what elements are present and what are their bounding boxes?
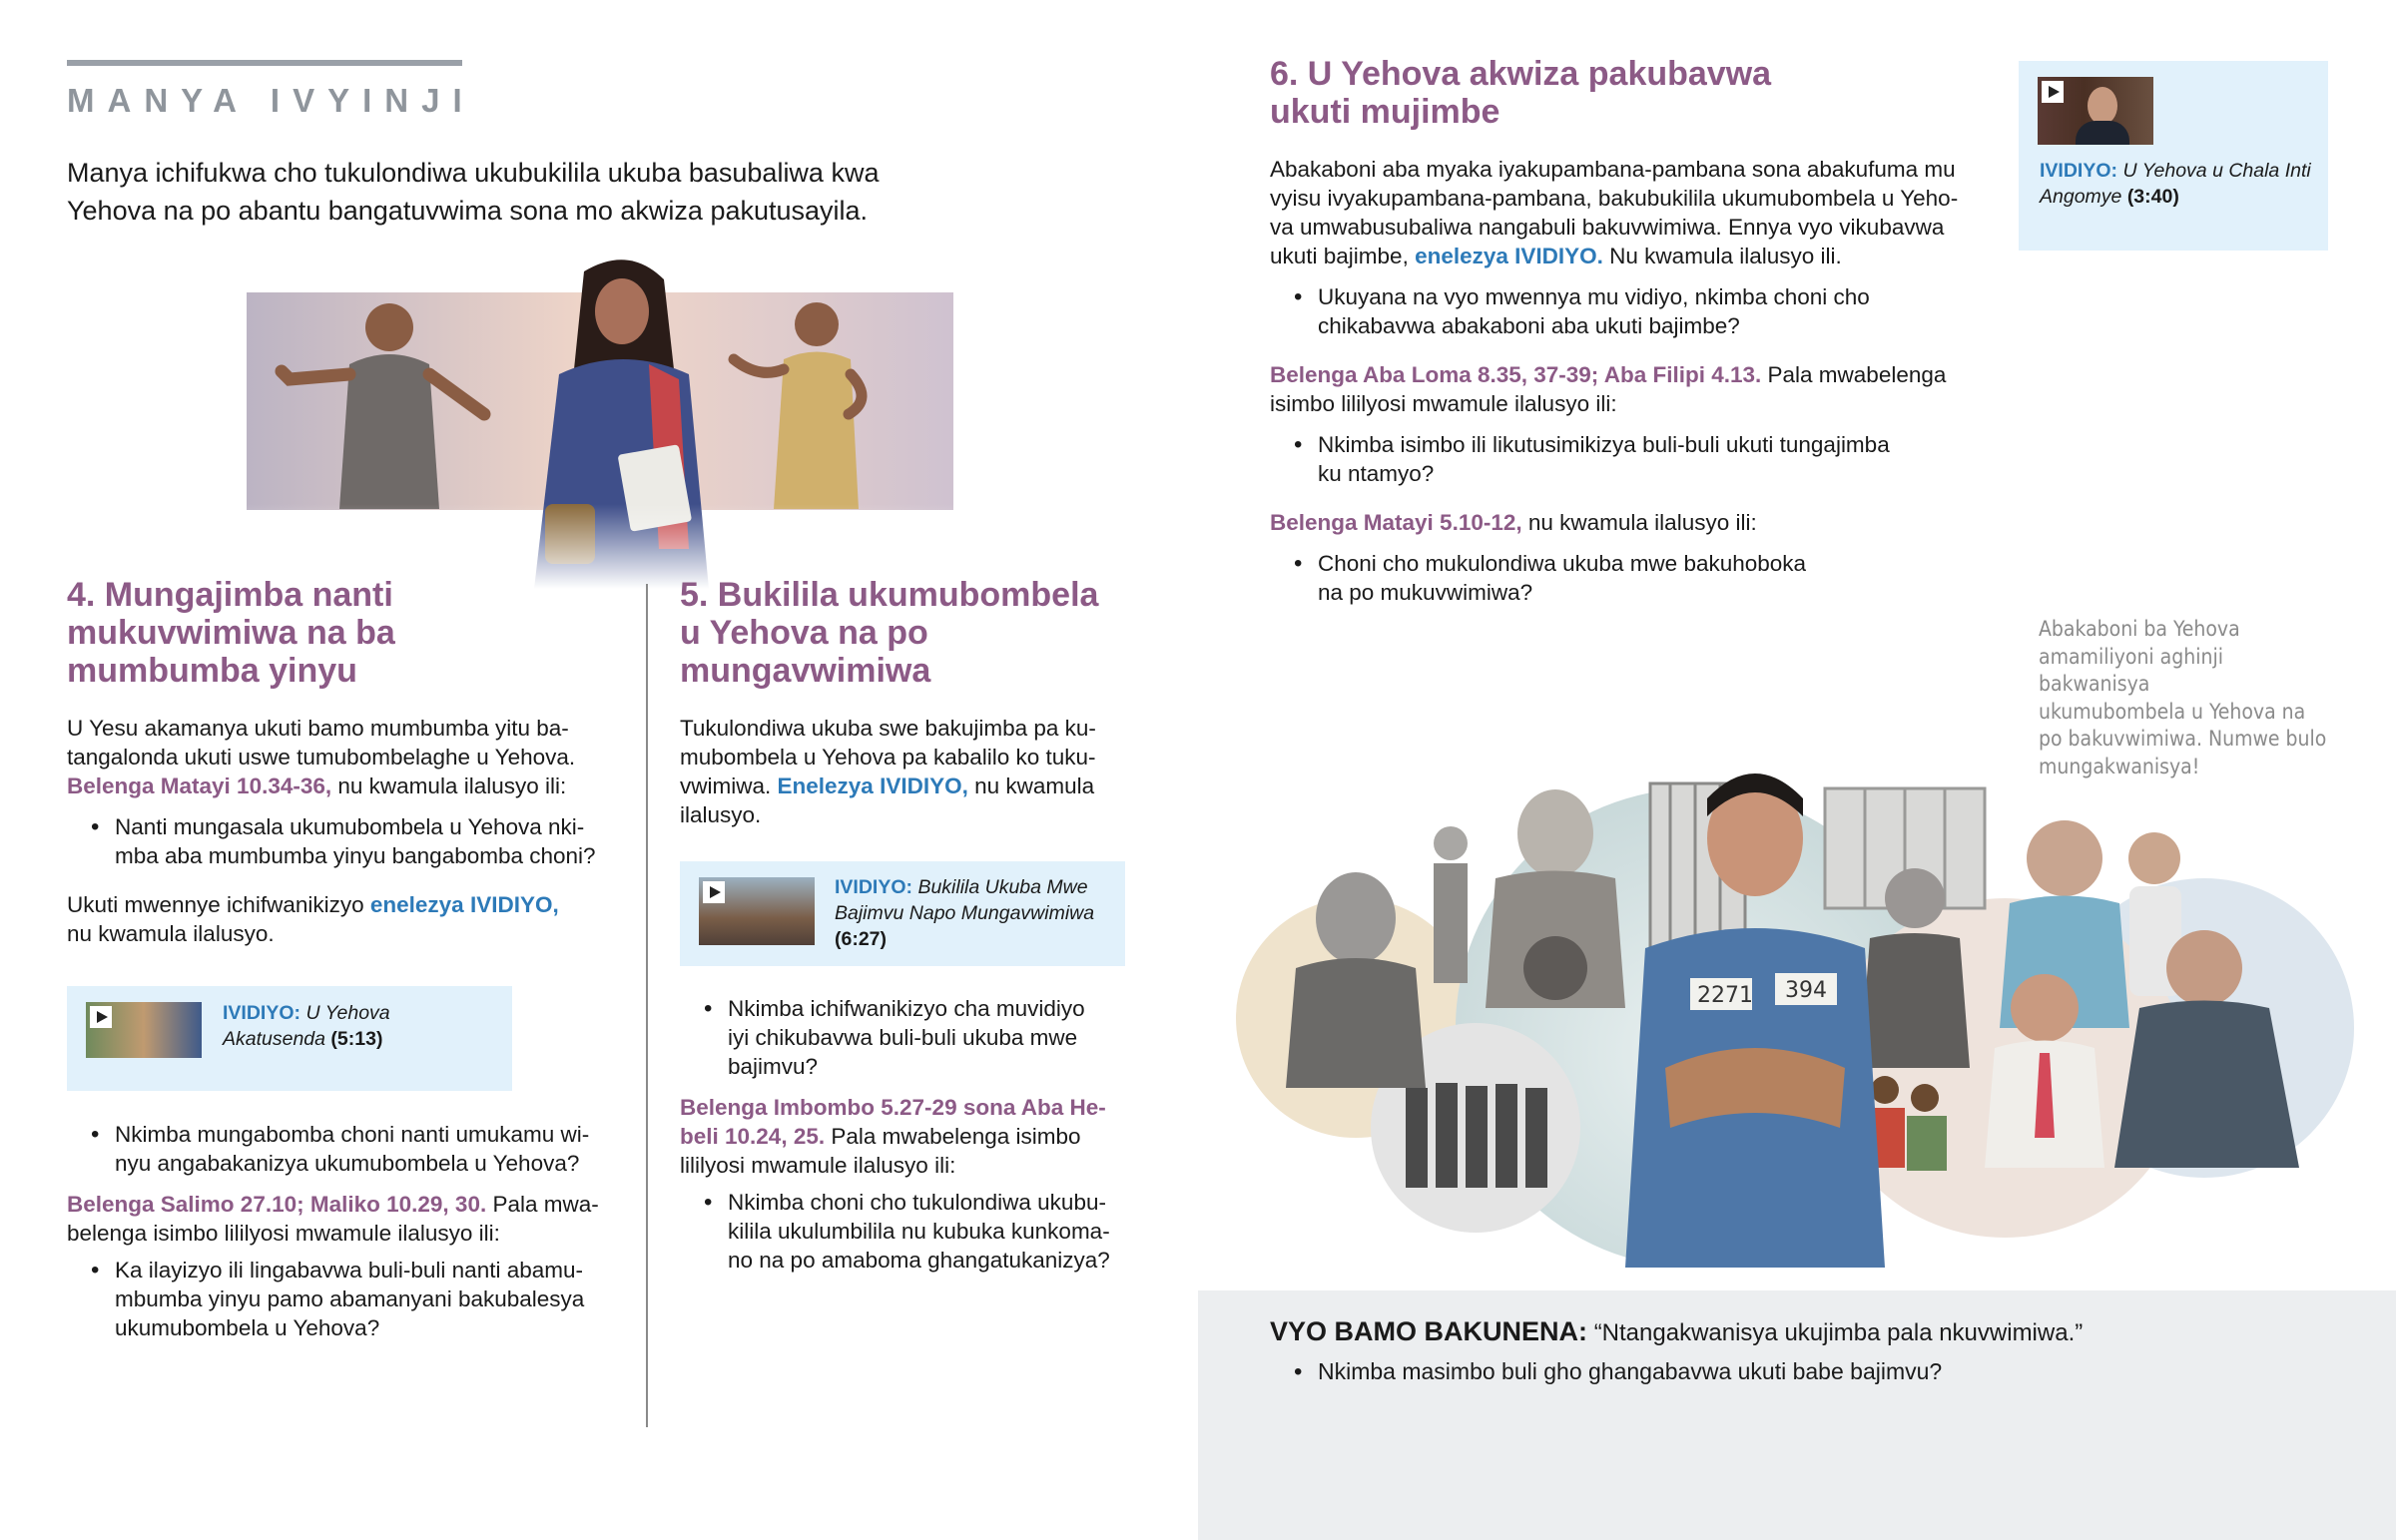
illustration-caption: Abakaboni ba Yehova amamiliyoni aghinji bakwanisya ukumubombela u Yehova na po bakuvwimiwa. Numwe bulo mungakwanisya! — [2039, 617, 2327, 778]
section-5-reference: Belenga Imbombo 5.27-29 sona Aba He- beli 10.24, 25. Pala mwabelenga isimbo lililyosi mwamule ilalusyo ili: — [680, 1095, 1106, 1178]
section-4-reference: Belenga Salimo 27.10; Maliko 10.29, 30. Pala mwa- belenga isimbo lililyosi mwamule ilalusyo ili: — [67, 1192, 599, 1246]
family-illustration — [220, 250, 958, 589]
scripture-reference[interactable]: beli 10.24, 25. — [680, 1124, 826, 1149]
section-6 — [1270, 55, 1999, 607]
witnesses-collage-illustration — [1226, 769, 2354, 1268]
section-5-paragraph: Tukulondiwa ukuba swe bakujimba pa ku- mubombela u Yehova pa kabalilo ko tuku- vwimiwa. Enelezya IVIDIYO, nu kwamula ilalusyo. — [680, 716, 1096, 827]
section-6-reference-2: Belenga Matayi 5.10-12, nu kwamula ilalusyo ili: — [1270, 510, 1757, 535]
section-5-heading: 5. Bukilila ukumubombela u Yehova na po mungavwimiwa — [680, 576, 1099, 690]
question-item: • Choni cho mukulondiwa ukuba mwe bakuhoboka na po mukuvwimiwa? — [1270, 549, 1999, 607]
section-rule — [67, 60, 462, 66]
section-title: MANYA IVYINJI — [67, 82, 475, 119]
intro-text: Manya ichifukwa cho tukulondiwa ukubukilila ukuba basubaliwa kwa Yehova na po abantu bangatuvwima sona mo akwiza pakutusayila. — [67, 158, 880, 226]
play-icon[interactable] — [2042, 81, 2064, 103]
section-6-paragraph: Abakaboni aba myaka iyakupambana-pambana sona abakufuma mu vyisu ivyakupambana-pambana, bakubukilila ukumubombela u Yeho- va umwabusubaliwa nangabuli bakuvwimiwa. Ennya vyo vikubavwa ukuti bajimbe, enelezya IVIDIYO. Nu kwamula ilalusyo ili. — [1270, 157, 1959, 268]
play-icon[interactable] — [90, 1006, 112, 1028]
video-card-text: IVIDIYO: U Yehova u Chala Inti Angomye (3:40) — [2040, 160, 2311, 208]
question-item: • Nkimba isimbo ili likutusimikizya buli-buli ukuti tungajimba ku ntamyo? — [1270, 430, 1999, 488]
video-link[interactable]: Enelezya IVIDIYO, — [777, 773, 968, 798]
section-5-continued — [680, 994, 1139, 1275]
section-6-heading: 6. U Yehova akwiza pakubavwa ukuti mujimbe — [1270, 55, 1772, 131]
question-item: • Nanti mungasala ukumubombela u Yehova nki- mba aba mumbumba yinyu bangabomba choni? — [67, 812, 626, 870]
video-card-1[interactable] — [67, 986, 512, 1091]
scripture-reference[interactable]: Belenga Matayi 10.34-36, — [67, 773, 332, 798]
video-link[interactable]: enelezya IVIDIYO, — [369, 892, 559, 917]
scripture-reference[interactable]: Belenga Salimo 27.10; Maliko 10.29, 30. — [67, 1192, 487, 1217]
section-4-heading: 4. Mungajimba nanti mukuvwimiwa na ba mumbumba yinyu — [67, 576, 395, 690]
scripture-reference[interactable]: Belenga Imbombo 5.27-29 sona Aba He- — [680, 1095, 1106, 1120]
video-card-2[interactable] — [680, 861, 1125, 966]
question-item: • Ukuyana na vyo mwennya mu vidiyo, nkimba choni cho chikabavwa abakaboni aba ukuti bajimbe? — [1270, 282, 1999, 340]
video-link[interactable]: enelezya IVIDIYO. — [1415, 244, 1603, 268]
video-thumbnail[interactable] — [86, 1002, 202, 1058]
video-card-text: IVIDIYO: Bukilila Ukuba Mwe Bajimvu Napo Mungavwimiwa (6:27) — [835, 876, 1095, 950]
question-item: • Nkimba masimbo buli gho ghangabavwa ukuti babe bajimvu? — [1270, 1357, 2348, 1386]
section-4-continued — [67, 1120, 626, 1342]
section-4-paragraph: U Yesu akamanya ukuti bamo mumbumba yitu ba- tangalonda ukuti uswe tumubombelaghe u Yehova. Belenga Matayi 10.34-36, nu kwamula ilalusyo ili: — [67, 716, 576, 798]
quote-box-content — [1270, 1315, 2348, 1386]
question-item: • Nkimba choni cho tukulondiwa ukubu- kilila ukulumbilila nu kubuka kunkoma- no na po amaboma ghangatukanizya? — [680, 1188, 1139, 1275]
video-thumbnail[interactable] — [699, 877, 815, 945]
scripture-reference[interactable]: Belenga Matayi 5.10-12, — [1270, 510, 1522, 535]
column-divider — [646, 584, 648, 1427]
play-icon[interactable] — [703, 881, 725, 903]
question-item: • Ka ilayizyo ili lingabavwa buli-buli nanti abamu- mbumba yinyu pamo abamanyani bakubalesya ukumubombela u Yehova? — [67, 1256, 626, 1342]
section-6-reference-1: Belenga Aba Loma 8.35, 37-39; Aba Filipi 4.13. Pala mwabelenga isimbo lililyosi mwamule ilalusyo ili: — [1270, 362, 1947, 416]
prisoner-badge-2: 394 — [1785, 978, 1827, 1003]
prisoner-badge-1: 2271 — [1697, 983, 1753, 1008]
section-5 — [680, 576, 1139, 829]
section-4 — [67, 576, 626, 948]
section-4-video-intro: Ukuti mwennye ichifwanikizyo enelezya IVIDIYO, nu kwamula ilalusyo. — [67, 892, 559, 946]
video-thumbnail[interactable] — [2038, 77, 2153, 145]
scripture-reference[interactable]: Belenga Aba Loma 8.35, 37-39; Aba Filipi 4.13. — [1270, 362, 1762, 387]
question-item: • Nkimba ichifwanikizyo cha muvidiyo iyi chikubavwa buli-buli ukuba mwe bajimvu? — [680, 994, 1139, 1081]
question-item: • Nkimba mungabomba choni nanti umukamu wi- nyu angabakanizya ukumubombela u Yehova? — [67, 1120, 626, 1178]
video-card-text: IVIDIYO: U Yehova Akatusenda (5:13) — [223, 1002, 390, 1050]
video-card-3[interactable] — [2019, 61, 2328, 251]
common-saying: VYO BAMO BAKUNENA: “Ntangakwanisya ukujimba pala nkuvwimiwa.” — [1270, 1316, 2084, 1346]
